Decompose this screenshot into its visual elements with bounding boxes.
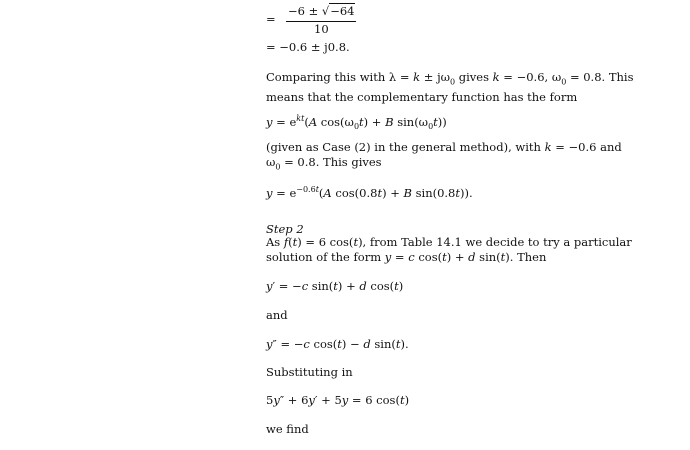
paragraph-given-case: (given as Case (2) in the general method), with k = −0.6 and $\omega_0 = 0.8$. This gives xyxy=(266,140,622,171)
fraction xyxy=(282,4,360,34)
step-heading xyxy=(266,222,304,236)
equation-complementary-solution: $y = e^{-0.6t}(A$ cos(0.8t) + B sin(0.8t)). xyxy=(266,185,473,200)
paragraph-as-f: As f(t) = 6 cos(t), from Table 14.1 we decide to try a particular solution of the form y = c cos(t) + d sin(t). Then xyxy=(266,235,632,264)
fraction-numerator xyxy=(288,4,355,18)
text-substituting: Substituting in xyxy=(266,365,353,379)
text-we-find: we find xyxy=(266,422,309,436)
equation-second-derivative: y″ = −c cos(t) − d sin(t). xyxy=(266,337,409,351)
equation-ode: 5y″ + 6y′ + 5y = 6 cos(t) xyxy=(266,393,410,407)
numerator-part: −6 ± √ xyxy=(288,4,330,18)
step-heading-text: Step 2 xyxy=(266,222,304,236)
text-and: and xyxy=(266,308,288,322)
fraction-denominator: 10 xyxy=(314,22,329,36)
paragraph-comparing: Comparing this with $\lambda = k \pm j\omega_0$ gives k = −0.6, $\omega_0 = 0.8$. This means that the complementary function has the form xyxy=(266,70,634,104)
equation-first-derivative: y′ = −c sin(t) + d cos(t) xyxy=(266,279,404,293)
equation-complementary-form: $y = e^{kt}(A$ $\cos(\omega_0t) + B$ $\sin(\omega_0t)$) xyxy=(266,114,447,132)
sqrt-radicand: −64 xyxy=(330,4,355,18)
equation-roots: = −0.6 ± j0.8. xyxy=(266,40,350,54)
fraction-equals: = xyxy=(266,12,276,26)
